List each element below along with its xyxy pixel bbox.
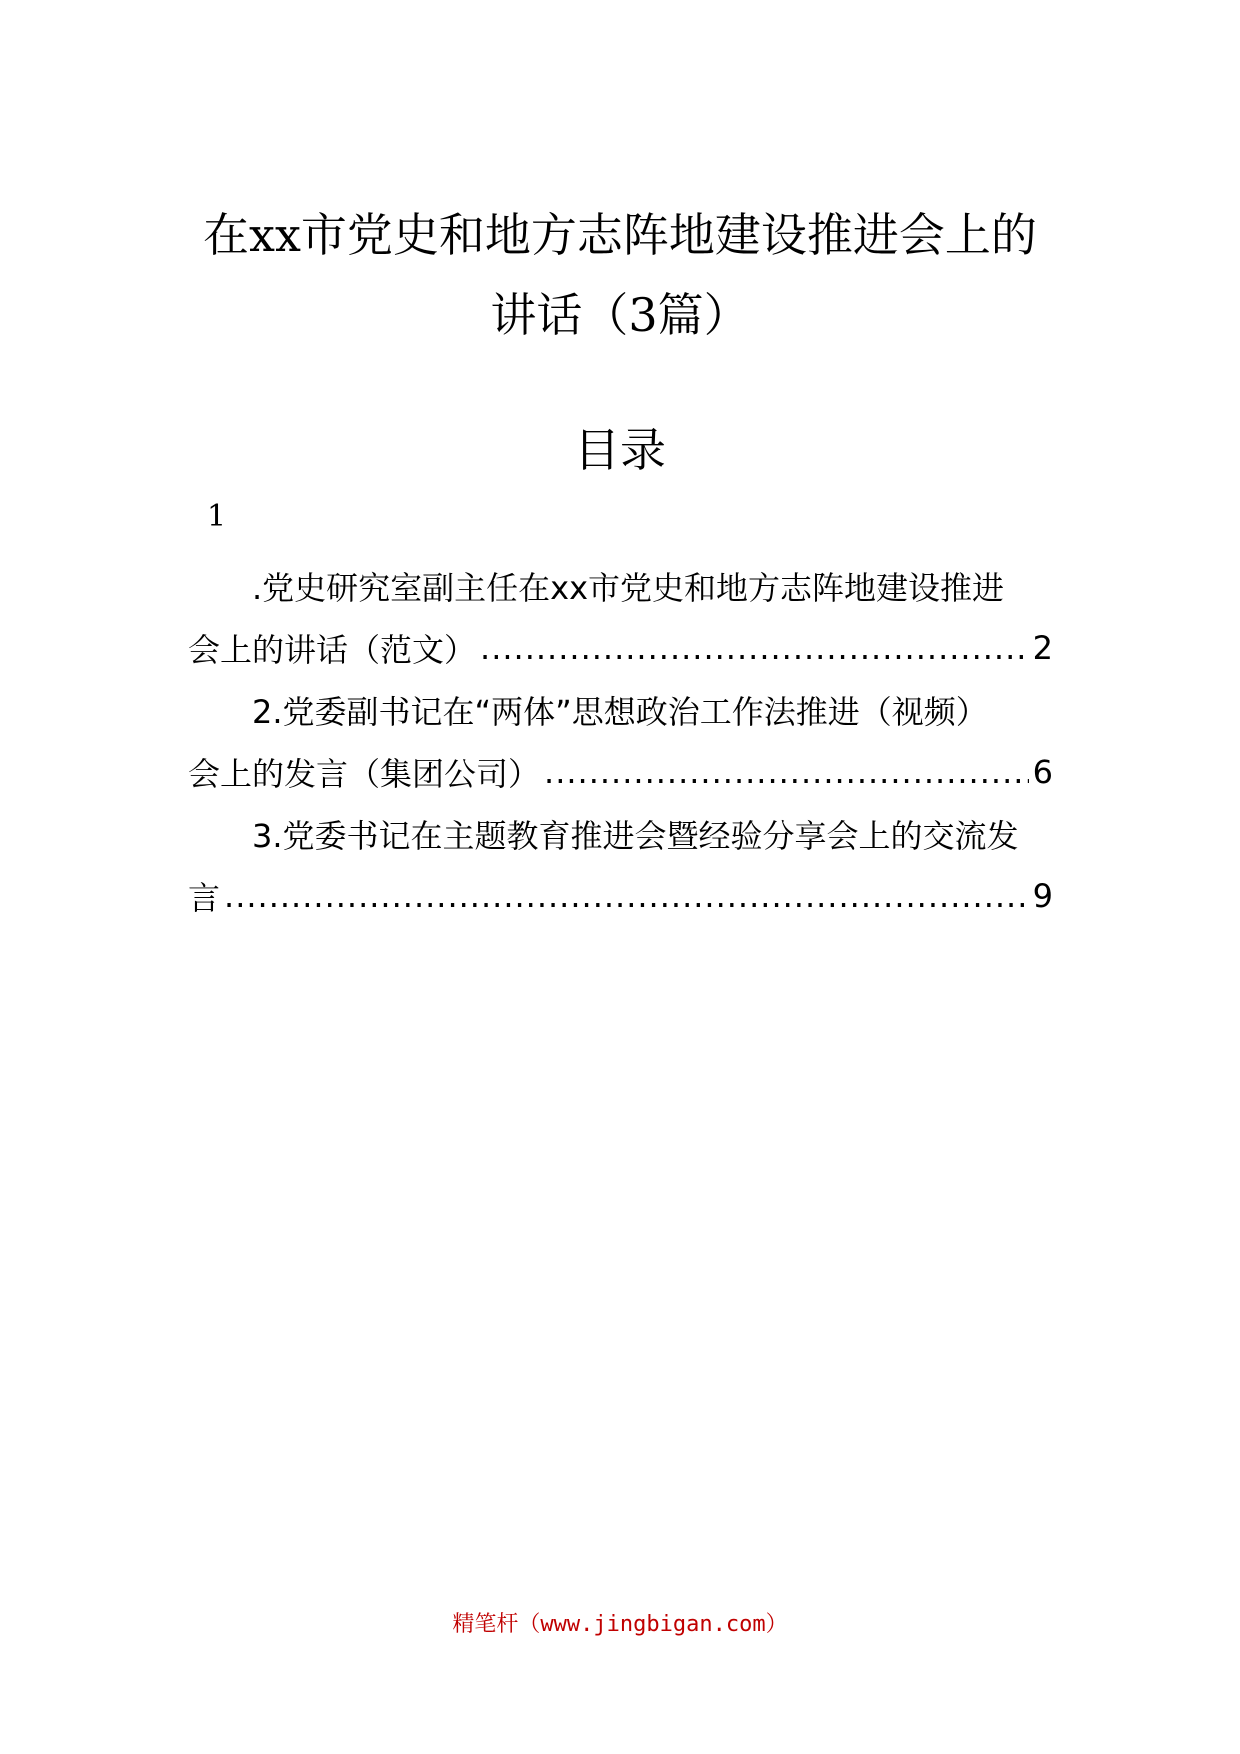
toc-entry-line <box>188 617 1053 679</box>
footer-site-name: 精笔杆 <box>452 1612 519 1637</box>
toc-page-number: 9 <box>1032 877 1053 915</box>
table-of-contents <box>188 555 1053 927</box>
dot-leader <box>544 753 1029 791</box>
toc-entry-2[interactable] <box>188 679 1053 803</box>
toc-entry-3[interactable] <box>188 803 1053 927</box>
document-title-line-1: 在xx市党史和地方志阵地建设推进会上的 <box>203 208 1037 262</box>
toc-entry-title-continued: 言 <box>188 879 221 917</box>
toc-entry-line <box>188 865 1053 927</box>
list-number: 1 <box>207 499 227 534</box>
footer-url[interactable]: （www.jingbigan.com） <box>518 1612 788 1637</box>
footer-watermark <box>0 1610 1240 1640</box>
toc-entry-title-continued: 会上的讲话（范文） <box>188 631 477 669</box>
dot-leader <box>480 629 1029 667</box>
toc-page-number: 6 <box>1032 753 1053 791</box>
toc-entry-line <box>188 679 1053 741</box>
dot-leader <box>224 877 1029 915</box>
toc-page-number: 2 <box>1032 629 1053 667</box>
toc-entry-title-continued: 会上的发言（集团公司） <box>188 755 541 793</box>
toc-entry-line <box>188 803 1053 865</box>
toc-entry-title: 3.党委书记在主题教育推进会暨经验分享会上的交流发 <box>252 817 1019 855</box>
toc-entry-line <box>188 741 1053 803</box>
toc-entry-title: 2.党委副书记在“两体”思想政治工作法推进（视频） <box>252 693 988 731</box>
toc-heading: 目录 <box>574 423 666 477</box>
document-title-line-2: 讲话（3篇） <box>490 288 750 342</box>
toc-entry-title: .党史研究室副主任在xx市党史和地方志阵地建设推进 <box>252 569 1005 607</box>
toc-entry-1[interactable] <box>188 555 1053 679</box>
toc-entry-line <box>188 555 1053 617</box>
document-title <box>120 195 1120 355</box>
